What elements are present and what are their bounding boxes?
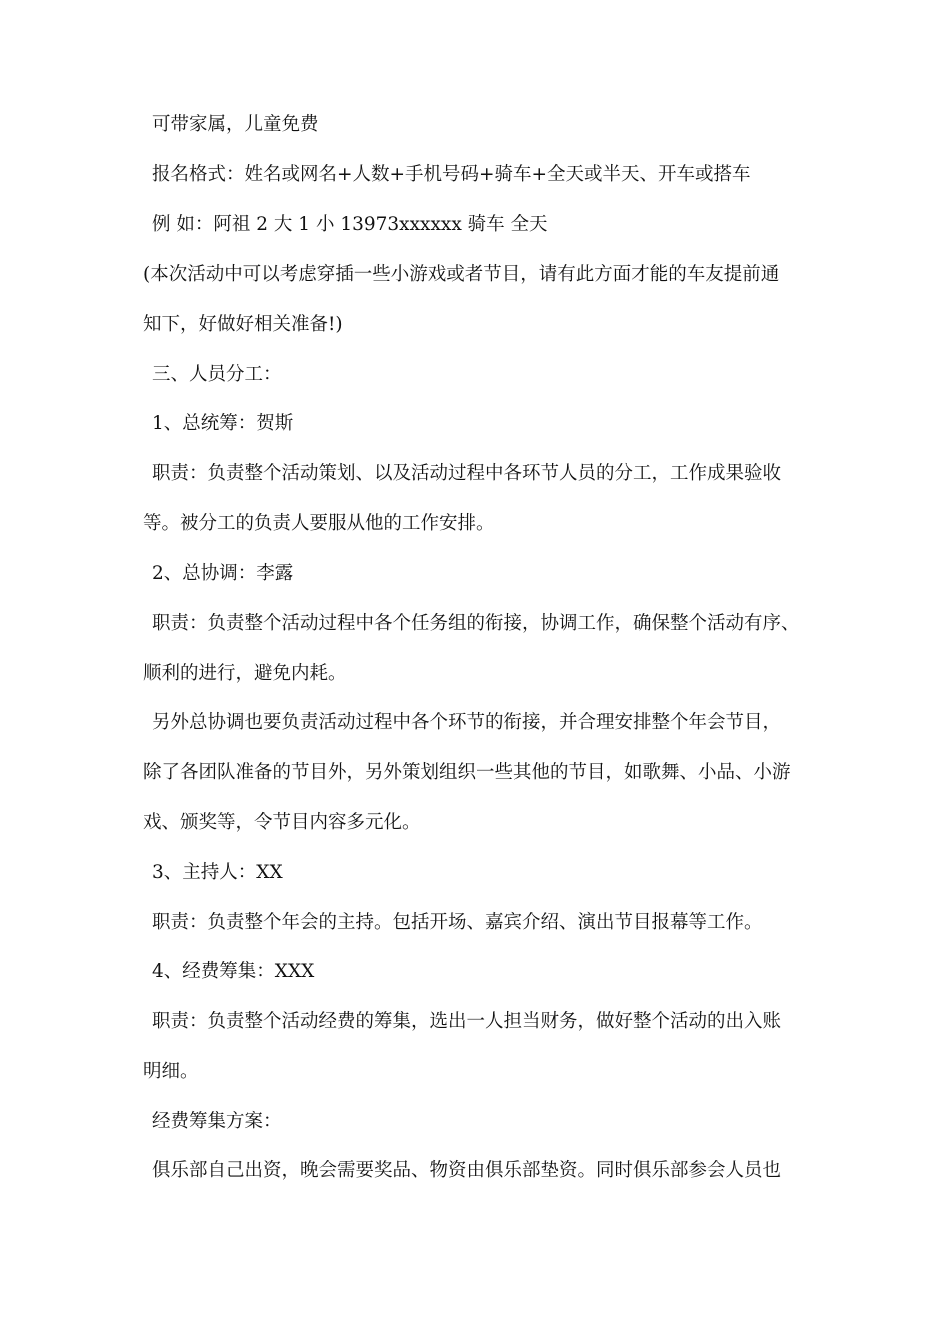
text-line: 经费筹集方案： bbox=[152, 1111, 282, 1132]
text-line: 顺利的进行，避免内耗。 bbox=[143, 663, 347, 684]
text-line: 等。被分工的负责人要服从他的工作安排。 bbox=[143, 513, 495, 534]
text-line: 俱乐部自己出资，晚会需要奖品、物资由俱乐部垫资。同时俱乐部参会人员也 bbox=[152, 1160, 782, 1181]
text-line: 例 如：阿祖 2 大 1 小 13973xxxxxx 骑车 全天 bbox=[152, 214, 548, 235]
text-line: 可带家属，儿童免费 bbox=[152, 114, 319, 135]
text-line: 明细。 bbox=[143, 1061, 199, 1082]
text-line: 职责：负责整个活动过程中各个任务组的衔接，协调工作，确保整个活动有序、 bbox=[152, 613, 800, 634]
text-line: 另外总协调也要负责活动过程中各个环节的衔接，并合理安排整个年会节目， bbox=[152, 712, 782, 733]
text-line: (本次活动中可以考虑穿插一些小游戏或者节目，请有此方面才能的车友提前通 bbox=[143, 264, 780, 285]
text-line: 除了各团队准备的节目外，另外策划组织一些其他的节目，如歌舞、小品、小游 bbox=[143, 762, 791, 783]
text-line: 知下，好做好相关准备!) bbox=[143, 314, 343, 335]
text-line: 戏、颁奖等，令节目内容多元化。 bbox=[143, 812, 421, 833]
text-line: 职责：负责整个活动经费的筹集，选出一人担当财务，做好整个活动的出入账 bbox=[152, 1011, 782, 1032]
text-line: 职责：负责整个年会的主持。包括开场、嘉宾介绍、演出节目报幕等工作。 bbox=[152, 912, 763, 933]
section-heading: 三、人员分工： bbox=[152, 364, 282, 385]
text-line: 职责：负责整个活动策划、以及活动过程中各环节人员的分工，工作成果验收 bbox=[152, 463, 782, 484]
text-line: 报名格式：姓名或网名+人数+手机号码+骑车+全天或半天、开车或搭车 bbox=[152, 164, 751, 185]
role-heading: 1、总统筹：贺斯 bbox=[152, 413, 294, 434]
role-heading: 3、主持人：XX bbox=[152, 862, 283, 883]
role-heading: 4、经费筹集：XXX bbox=[152, 961, 315, 982]
role-heading: 2、总协调：李露 bbox=[152, 563, 294, 584]
